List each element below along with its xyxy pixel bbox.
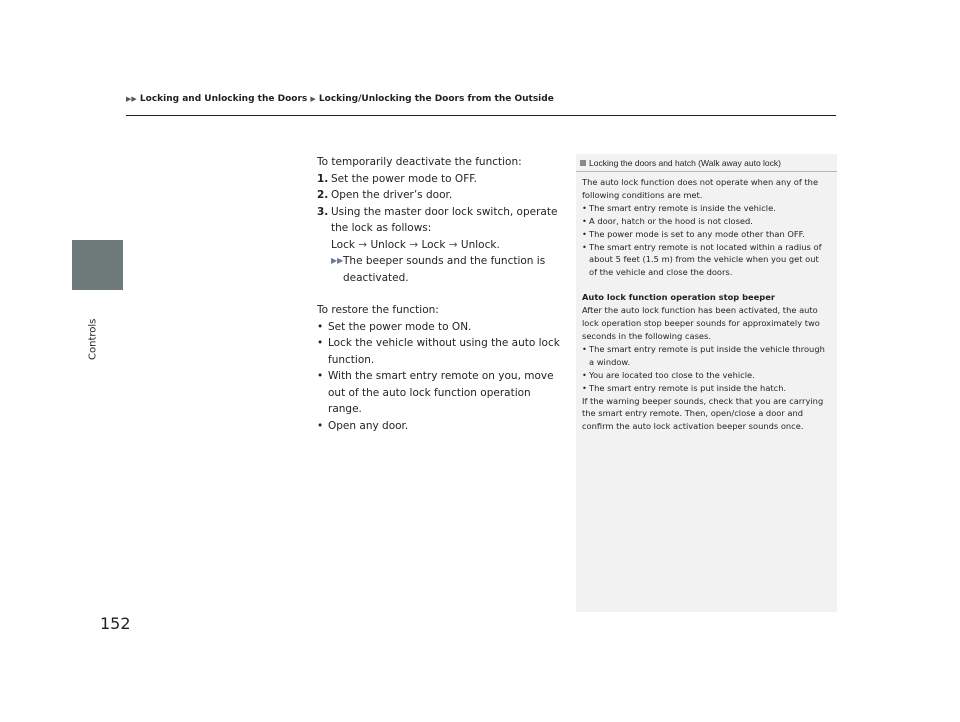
note-intro: The auto lock function does not operate when any of the following conditions are met. bbox=[582, 177, 819, 200]
note-list-text: You are located too close to the vehicle. bbox=[589, 369, 755, 380]
note-title: Locking the doors and hatch (Walk away auto lock) bbox=[589, 158, 781, 168]
sequence-step: Unlock bbox=[370, 238, 406, 251]
list-item bbox=[317, 368, 567, 418]
sequence-step: Unlock. bbox=[460, 238, 500, 251]
main-content bbox=[317, 154, 567, 434]
note-closing: If the warning beeper sounds, check that you are carrying the smart entry remote. Then, open/close a door and confirm the auto lock activation beeper sounds once. bbox=[582, 395, 824, 432]
note-list-item bbox=[582, 343, 829, 369]
step bbox=[317, 204, 567, 237]
sequence-step: Lock bbox=[331, 238, 355, 251]
step-text: Open the driver’s door. bbox=[331, 189, 453, 201]
step-number: 2. bbox=[317, 189, 329, 201]
bullet-icon: • bbox=[582, 382, 587, 393]
bullet-icon: • bbox=[317, 370, 324, 382]
breadcrumb bbox=[126, 94, 554, 104]
note-list-item bbox=[582, 202, 829, 215]
section-label: Controls bbox=[87, 318, 99, 360]
note-list-item bbox=[582, 369, 829, 382]
note-list-text: The smart entry remote is not located within a radius of about 5 feet (1.5 m) from the vehicle when you get out of the vehicle and close the doors. bbox=[589, 241, 822, 278]
result-arrow-icon: ▶▶ bbox=[331, 256, 344, 265]
bullet-icon: • bbox=[582, 202, 587, 213]
breadcrumb-arrow-icon: ▶▶ bbox=[126, 95, 137, 103]
restore-intro: To restore the function: bbox=[317, 304, 439, 316]
bullet-icon: • bbox=[582, 343, 587, 354]
arrow-right-icon: → bbox=[448, 238, 461, 251]
breadcrumb-arrow-icon: ▶ bbox=[310, 95, 316, 103]
note-body bbox=[576, 172, 837, 433]
note-sub-intro: After the auto lock function has been activated, the auto lock operation stop beeper sounds for approximately two seconds in the following cases. bbox=[582, 305, 820, 341]
bullet-icon: • bbox=[582, 228, 587, 239]
note-list-item bbox=[582, 228, 829, 241]
step bbox=[317, 171, 567, 188]
bullet-icon: • bbox=[317, 320, 324, 333]
note-panel bbox=[576, 154, 837, 612]
breadcrumb-item[interactable]: Locking and Unlocking the Doors bbox=[139, 94, 308, 104]
list-item bbox=[317, 319, 567, 336]
step-number: 1. bbox=[317, 172, 329, 185]
list-item bbox=[317, 418, 567, 435]
note-list-item bbox=[582, 241, 829, 280]
intro-text: To temporarily deactivate the function: bbox=[317, 156, 522, 168]
note-square-icon bbox=[580, 160, 586, 166]
note-subtitle: Auto lock function operation stop beeper bbox=[582, 292, 775, 303]
result-text: The beeper sounds and the function is deactivated. bbox=[343, 255, 546, 284]
bullet-icon: • bbox=[317, 419, 324, 432]
bullet-icon: • bbox=[317, 337, 324, 349]
arrow-right-icon: → bbox=[358, 238, 371, 251]
section-tab bbox=[72, 240, 123, 290]
note-list-text: The smart entry remote is inside the vehicle. bbox=[589, 202, 776, 213]
list-item bbox=[317, 335, 567, 368]
note-list-text: A door, hatch or the hood is not closed. bbox=[589, 215, 753, 226]
breadcrumb-item[interactable]: Locking/Unlocking the Doors from the Outside bbox=[318, 94, 554, 104]
step-number: 3. bbox=[317, 205, 329, 218]
result-line bbox=[317, 253, 567, 286]
note-list-text: The smart entry remote is put inside the hatch. bbox=[589, 382, 787, 393]
step bbox=[317, 187, 567, 204]
header-rule bbox=[126, 115, 836, 116]
step-text: Set the power mode to OFF. bbox=[331, 172, 477, 185]
step-text: Using the master door lock switch, operate the lock as follows: bbox=[331, 205, 558, 234]
bullet-icon: • bbox=[582, 241, 587, 252]
bullet-icon: • bbox=[582, 369, 587, 380]
note-list-item bbox=[582, 215, 829, 228]
list-item-text: With the smart entry remote on you, move out of the auto lock function operation range. bbox=[328, 370, 554, 415]
sequence-step: Lock bbox=[421, 238, 446, 251]
list-item-text: Open any door. bbox=[328, 419, 409, 432]
note-header bbox=[576, 154, 837, 172]
lock-sequence bbox=[317, 237, 567, 254]
note-list-item bbox=[582, 382, 829, 395]
bullet-icon: • bbox=[582, 215, 587, 226]
arrow-right-icon: → bbox=[409, 238, 422, 251]
note-list-text: The power mode is set to any mode other than OFF. bbox=[589, 228, 805, 239]
note-list-text: The smart entry remote is put inside the vehicle through a window. bbox=[589, 343, 825, 367]
page-number: 152 bbox=[100, 614, 131, 633]
list-item-text: Lock the vehicle without using the auto lock function. bbox=[328, 337, 560, 366]
list-item-text: Set the power mode to ON. bbox=[328, 320, 472, 333]
